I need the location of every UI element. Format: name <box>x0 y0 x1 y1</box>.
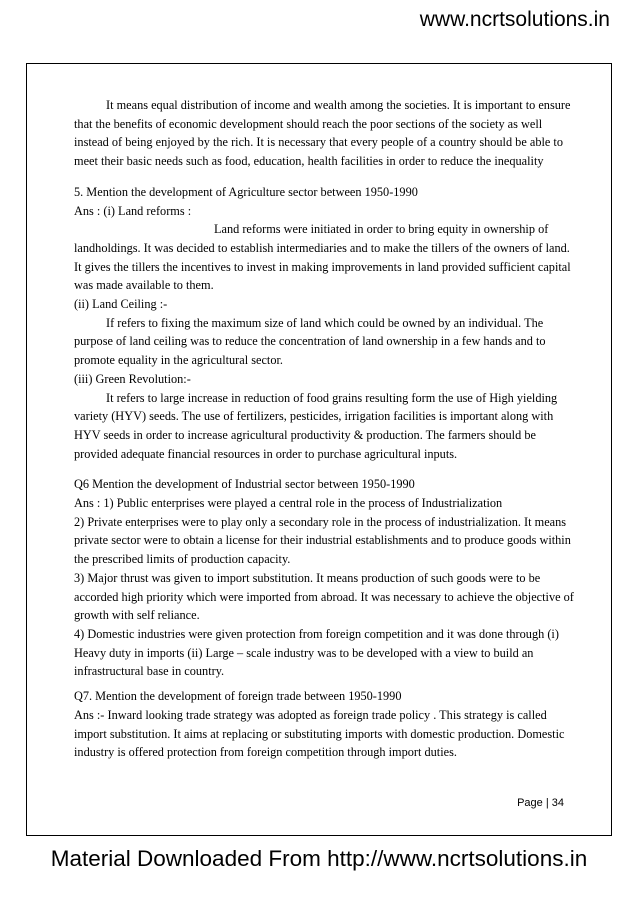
q6-question: Q6 Mention the development of Industrial sector between 1950-1990 <box>74 477 415 492</box>
intro-paragraph: It means equal distribution of income and wealth among the societies. It is important to ensure that the benefits of economic development should reach the poor sections of the society as well instead of being enjoyed by the rich. It is necessary that every people of a country should be able to meet their basic needs such as food, education, health facilities in order to reduce the inequality <box>74 98 571 169</box>
q6-point-4: 4) Domestic industries were given protection from foreign competition and it was done through (i) Heavy duty in imports (ii) Large – scale industry was to be developed with a view to build an infrastructural base in country. <box>74 626 559 679</box>
q5-green-revolution-label: (iii) Green Revolution:- <box>74 371 191 386</box>
q6-point-3: 3) Major thrust was given to import substitution. It means production of such goods were to be accorded high priority which were imported from abroad. It was necessary to achieve the objective of growth with self reliance. <box>74 570 574 623</box>
q7-question: Q7. Mention the development of foreign trade between 1950-1990 <box>74 689 402 704</box>
q5-land-ceiling-label: (ii) Land Ceiling :- <box>74 297 168 312</box>
q7-answer: Ans :- Inward looking trade strategy was adopted as foreign trade policy . This strategy is called import substitution. It aims at replacing or substituting imports with domestic production. Domestic industry is offered protection from foreign competition through import duties. <box>74 707 565 760</box>
q5-question: 5. Mention the development of Agriculture sector between 1950-1990 <box>74 184 418 199</box>
header-site-url: www.ncrtsolutions.in <box>419 8 610 31</box>
q5-answer-label: Ans : (i) Land reforms : <box>74 203 192 218</box>
q5-land-ceiling: If refers to fixing the maximum size of land which could be owned by an individual. The purpose of land ceiling was to reduce the concentration of land ownership in a few hands and to promote equality in the agricultural sector. <box>74 315 546 368</box>
q6-point-1: Ans : 1) Public enterprises were played a central role in the process of Industrialization <box>74 496 503 511</box>
document-body <box>74 96 574 762</box>
page-number: Page | 34 <box>517 797 564 809</box>
footer-download-notice: Material Downloaded From http://www.ncrtsolutions.in <box>50 846 588 871</box>
q5-land-reforms: Land reforms were initiated in order to bring equity in ownership of landholdings. It was decided to establish intermediaries and to make the tillers of the owners of land. It gives the tillers the incentives to invest in making improvements in land provided sufficient capital was made available to them. <box>74 222 571 293</box>
q5-green-revolution: It refers to large increase in reduction of food grains resulting form the use of High yielding variety (HYV) seeds. The use of fertilizers, pesticides, irrigation facilities is important along with HYV seeds in order to increase agricultural productivity & production. The farmers should be provided adequate financial resources in order to purchase agricultural inputs. <box>74 390 558 461</box>
q6-point-2: 2) Private enterprises were to play only a secondary role in the process of industrialization. It means private sector were to obtain a license for their industrial establishments and to produce goods within the prescribed limits of production capacity. <box>74 514 571 567</box>
